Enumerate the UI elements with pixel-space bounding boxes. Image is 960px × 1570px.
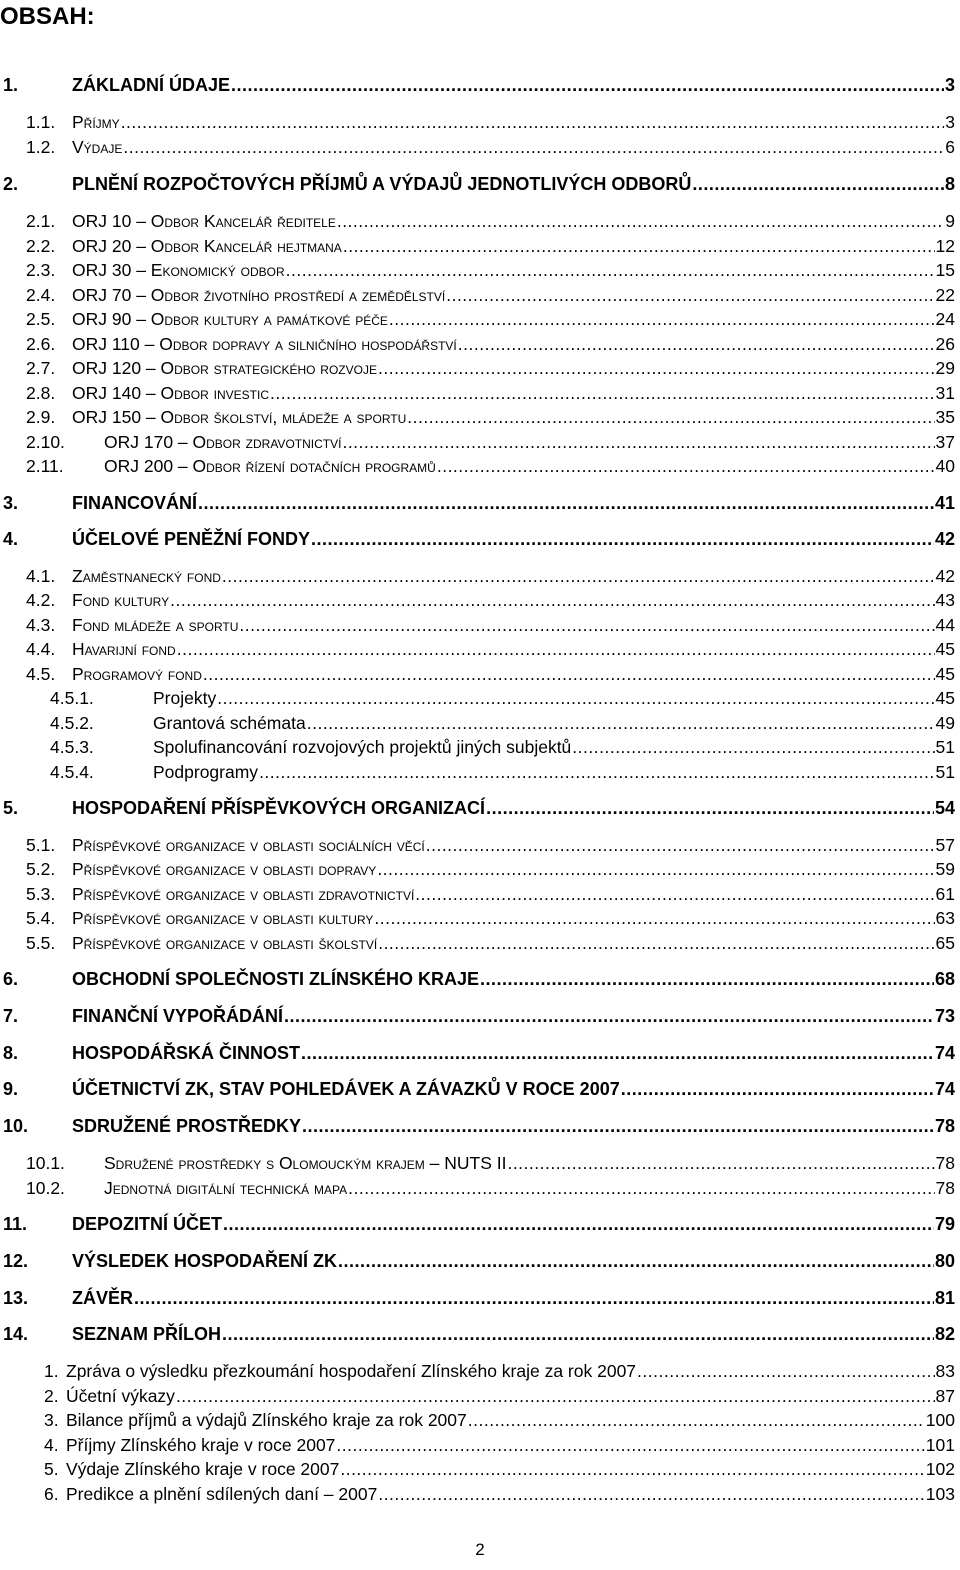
toc-entry-title: ÚČETNICTVÍ ZK, STAV POHLEDÁVEK A ZÁVAZKŮ V ROCE 2007 <box>72 1079 620 1099</box>
toc-entry-number: 4. <box>3 529 19 549</box>
toc-entry-number: 1.2. <box>26 137 56 157</box>
toc-entry[interactable] <box>0 1287 955 1309</box>
toc-leader-dots <box>378 932 934 954</box>
toc-leader-dots <box>311 528 934 550</box>
toc-entry-number: 10.1. <box>26 1153 65 1173</box>
toc-entry-number: 4.5.3. <box>50 737 94 757</box>
toc-entry-number: 9. <box>3 1079 19 1099</box>
toc-leader-dots <box>378 1483 924 1505</box>
toc-entry-title: Příjmy <box>72 112 120 132</box>
toc-entry[interactable] <box>0 1323 955 1345</box>
toc-leader-dots <box>374 907 934 929</box>
toc-entry-number: 1. <box>44 1361 59 1381</box>
toc-leader-dots <box>378 357 935 379</box>
toc-entry[interactable] <box>0 210 955 232</box>
toc-leader-dots <box>217 687 934 709</box>
toc-entry-page: 65 <box>935 933 955 953</box>
toc-entry-page: 78 <box>935 1153 955 1173</box>
toc-entry-number: 11. <box>3 1214 28 1234</box>
toc-entry[interactable] <box>0 333 955 355</box>
toc-leader-dots <box>231 74 944 96</box>
toc-leader-dots <box>340 1458 924 1480</box>
toc-entry-title: ORJ 70 – Odbor životního prostředí a zemědělství <box>72 285 446 305</box>
toc-entry-number: 2.2. <box>26 236 56 256</box>
toc-entry[interactable] <box>0 907 955 929</box>
toc-leader-dots <box>572 736 934 758</box>
toc-entry[interactable] <box>0 797 955 819</box>
toc-leader-dots <box>222 565 935 587</box>
toc-entry-page: 51 <box>935 762 955 782</box>
toc-entry-number: 2.1. <box>26 211 56 231</box>
toc-entry-page: 42 <box>934 529 955 549</box>
toc-entry-number: 2.10. <box>26 432 65 452</box>
toc-entry-title: Příspěvkové organizace v oblasti zdravotnictví <box>72 884 415 904</box>
toc-entry[interactable] <box>0 638 955 660</box>
toc-entry-page: 9 <box>945 211 955 231</box>
toc-entry-title: ÚČELOVÉ PENĚŽNÍ FONDY <box>72 529 311 549</box>
toc-entry-page: 49 <box>935 713 955 733</box>
toc-entry-page: 78 <box>935 1178 955 1198</box>
toc-leader-dots <box>692 173 944 195</box>
toc-entry-page: 83 <box>935 1361 955 1381</box>
toc-leader-dots <box>259 761 934 783</box>
toc-entry[interactable] <box>0 1213 955 1235</box>
toc-entry-number: 4. <box>44 1435 59 1455</box>
toc-entry-page: 102 <box>925 1459 955 1479</box>
toc-entry-page: 82 <box>934 1324 955 1344</box>
toc-entry-number: 2.5. <box>26 309 56 329</box>
toc-entry-number: 1.1. <box>26 112 56 132</box>
toc-entry[interactable] <box>0 528 955 550</box>
toc-entry-title: Havarijní fond <box>72 639 176 659</box>
toc-entry-title: DEPOZITNÍ ÚČET <box>72 1214 223 1234</box>
toc-entry-title: PLNĚNÍ ROZPOČTOVÝCH PŘÍJMŮ A VÝDAJŮ JEDNOTLIVÝCH ODBORŮ <box>72 174 692 194</box>
toc-entry[interactable] <box>0 761 955 783</box>
toc-leader-dots <box>446 284 934 306</box>
toc-entry-title: FINANCOVÁNÍ <box>72 493 197 513</box>
toc-entry-number: 5.3. <box>26 884 56 904</box>
toc-leader-dots <box>458 333 935 355</box>
toc-leader-dots <box>507 1152 934 1174</box>
toc-entry-title: Projekty <box>153 688 217 708</box>
toc-entry[interactable] <box>0 1483 955 1505</box>
toc-entry-page: 74 <box>934 1043 955 1063</box>
toc-entry-page: 45 <box>935 664 955 684</box>
toc-entry-number: 4.5.4. <box>50 762 94 782</box>
toc-leader-dots <box>121 111 945 133</box>
toc-entry[interactable] <box>0 1005 955 1027</box>
toc-entry-page: 8 <box>944 174 955 194</box>
toc-entry-title: Fond kultury <box>72 590 170 610</box>
toc-entry-title: ORJ 110 – Odbor dopravy a silničního hospodářství <box>72 334 457 354</box>
toc-leader-dots <box>377 858 934 880</box>
toc-entry-number: 5. <box>3 798 19 818</box>
toc-leader-dots <box>437 455 935 477</box>
toc-entry[interactable] <box>0 492 955 514</box>
toc-entry-page: 35 <box>935 407 955 427</box>
toc-entry[interactable] <box>0 968 955 990</box>
toc-entry[interactable] <box>0 736 955 758</box>
toc-leader-dots <box>342 431 934 453</box>
toc-entry-page: 80 <box>934 1251 955 1271</box>
toc-entry-title: Výdaje Zlínského kraje v roce 2007 <box>66 1459 340 1479</box>
toc-entry[interactable] <box>0 932 955 954</box>
toc-entry-title: Podprogramy <box>153 762 259 782</box>
toc-entry-page: 3 <box>945 112 955 132</box>
toc-entry-page: 103 <box>925 1484 955 1504</box>
toc-entry-title: Příspěvkové organizace v oblasti kultury <box>72 908 374 928</box>
toc-entry-number: 4.1. <box>26 566 56 586</box>
toc-entry-title: Bilance příjmů a výdajů Zlínského kraje za rok 2007 <box>66 1410 467 1430</box>
toc-entry[interactable] <box>0 406 955 428</box>
toc-leader-dots <box>621 1078 934 1100</box>
toc-entry-page: 37 <box>935 432 955 452</box>
toc-leader-dots <box>336 1434 924 1456</box>
toc-entry-number: 4.4. <box>26 639 56 659</box>
toc-entry[interactable] <box>0 173 955 195</box>
toc-entry[interactable] <box>0 1152 955 1174</box>
toc-entry-title: ORJ 150 – Odbor školství, mládeže a sportu <box>72 407 407 427</box>
toc-entry-title: Příspěvkové organizace v oblasti sociálních věcí <box>72 835 425 855</box>
toc-entry[interactable] <box>0 663 955 685</box>
toc-entry-title: Fond mládeže a sportu <box>72 615 239 635</box>
toc-entry-title: OBCHODNÍ SPOLEČNOSTI ZLÍNSKÉHO KRAJE <box>72 969 480 989</box>
toc-entry-page: 6 <box>945 137 955 157</box>
toc-entry-title: HOSPODAŘENÍ PŘÍSPĚVKOVÝCH ORGANIZACÍ <box>72 798 486 818</box>
toc-entry-number: 2.4. <box>26 285 56 305</box>
toc-leader-dots <box>389 308 935 330</box>
toc-leader-dots <box>177 638 935 660</box>
toc-entry-page: 59 <box>935 859 955 879</box>
toc-entry-page: 12 <box>935 236 955 256</box>
toc-entry-page: 3 <box>944 75 955 95</box>
toc-leader-dots <box>270 382 935 404</box>
toc-entry-page: 45 <box>935 639 955 659</box>
toc-entry[interactable] <box>0 74 955 96</box>
toc-entry-number: 14. <box>3 1324 29 1344</box>
toc-entry-number: 13. <box>3 1288 29 1308</box>
toc-leader-dots <box>407 406 934 428</box>
toc-entry-page: 26 <box>935 334 955 354</box>
toc-entry-page: 63 <box>935 908 955 928</box>
toc-entry-page: 41 <box>934 493 955 513</box>
toc-entry-title: ORJ 200 – Odbor řízení dotačních programů <box>104 456 436 476</box>
toc-entry-number: 5.5. <box>26 933 56 953</box>
toc-entry-page: 68 <box>934 969 955 989</box>
toc-entry-number: 2. <box>44 1386 59 1406</box>
toc-entry-page: 44 <box>935 615 955 635</box>
toc-entry-number: 5.4. <box>26 908 56 928</box>
toc-leader-dots <box>468 1409 925 1431</box>
toc-entry[interactable] <box>0 1078 955 1100</box>
toc-entry-page: 101 <box>925 1435 955 1455</box>
toc-entry-title: Spolufinancování rozvojových projektů jiných subjektů <box>153 737 572 757</box>
toc-leader-dots <box>426 834 935 856</box>
toc-leader-dots <box>203 663 935 685</box>
toc-entry-number: 4.2. <box>26 590 56 610</box>
toc-entry-number: 5. <box>44 1459 59 1479</box>
toc-entry[interactable] <box>0 565 955 587</box>
toc-leader-dots <box>338 1250 934 1272</box>
toc-entry[interactable] <box>0 687 955 709</box>
toc-entry[interactable] <box>0 1360 955 1382</box>
toc-entry[interactable] <box>0 1385 955 1407</box>
toc-entry-page: 81 <box>934 1288 955 1308</box>
toc-entry[interactable] <box>0 308 955 330</box>
toc-entry-title: Příspěvkové organizace v oblasti dopravy <box>72 859 377 879</box>
toc-entry-number: 4.5. <box>26 664 56 684</box>
toc-entry-title: VÝSLEDEK HOSPODAŘENÍ ZK <box>72 1251 338 1271</box>
toc-entry-number: 12. <box>3 1251 29 1271</box>
page-title: OBSAH: <box>0 3 95 30</box>
toc-entry-title: Jednotná digitální technická mapa <box>104 1178 348 1198</box>
toc-entry-title: ORJ 170 – Odbor zdravotnictví <box>104 432 342 452</box>
toc-leader-dots <box>343 235 935 257</box>
toc-entry-number: 2.6. <box>26 334 56 354</box>
toc-entry-title: ORJ 90 – Odbor kultury a památkové péče <box>72 309 388 329</box>
toc-entry-number: 5.2. <box>26 859 56 879</box>
toc-entry-page: 73 <box>934 1006 955 1026</box>
toc-entry-page: 51 <box>935 737 955 757</box>
toc-entry-title: ORJ 120 – Odbor strategického rozvoje <box>72 358 377 378</box>
toc-entry-number: 2.3. <box>26 260 56 280</box>
toc-entry-page: 29 <box>935 358 955 378</box>
toc-leader-dots <box>307 712 935 734</box>
toc-entry-title: Účetní výkazy <box>66 1386 175 1406</box>
toc-entry[interactable] <box>0 382 955 404</box>
toc-leader-dots <box>176 1385 935 1407</box>
toc-entry-page: 100 <box>925 1410 955 1430</box>
toc-entry-title: Zpráva o výsledku přezkoumání hospodaření Zlínského kraje za rok 2007 <box>66 1361 637 1381</box>
toc-entry[interactable] <box>0 259 955 281</box>
toc-entry-title: HOSPODÁŘSKÁ ČINNOST <box>72 1043 301 1063</box>
toc-entry[interactable] <box>0 431 955 453</box>
toc-entry-page: 79 <box>934 1214 955 1234</box>
toc-entry-page: 24 <box>935 309 955 329</box>
toc-entry[interactable] <box>0 589 955 611</box>
toc-entry-number: 7. <box>3 1006 19 1026</box>
toc-leader-dots <box>222 1323 934 1345</box>
toc-entry-title: SDRUŽENÉ PROSTŘEDKY <box>72 1116 302 1136</box>
toc-entry-title: ORJ 30 – Ekonomický odbor <box>72 260 285 280</box>
toc-entry[interactable] <box>0 1409 955 1431</box>
toc-leader-dots <box>286 259 935 281</box>
toc-leader-dots <box>284 1005 934 1027</box>
toc-leader-dots <box>337 210 944 232</box>
toc-entry-title: ORJ 20 – Odbor Kancelář hejtmana <box>72 236 342 256</box>
toc-entry[interactable] <box>0 712 955 734</box>
toc-entry[interactable] <box>0 1458 955 1480</box>
toc-entry-page: 43 <box>935 590 955 610</box>
toc-entry-page: 40 <box>935 456 955 476</box>
toc-entry-page: 42 <box>935 566 955 586</box>
toc-entry-title: Příspěvkové organizace v oblasti školství <box>72 933 378 953</box>
toc-entry[interactable] <box>0 284 955 306</box>
toc-entry-number: 4.3. <box>26 615 56 635</box>
toc-entry[interactable] <box>0 858 955 880</box>
toc-entry-title: Příjmy Zlínského kraje v roce 2007 <box>66 1435 336 1455</box>
toc-leader-dots <box>134 1287 934 1309</box>
toc-leader-dots <box>170 589 934 611</box>
toc-entry[interactable] <box>0 614 955 636</box>
toc-entry-number: 4.5.2. <box>50 713 94 733</box>
toc-entry-number: 2.11. <box>26 456 64 476</box>
toc-leader-dots <box>123 136 944 158</box>
toc-entry[interactable] <box>0 1115 955 1137</box>
toc-entry-page: 87 <box>935 1386 955 1406</box>
toc-entry-page: 15 <box>935 260 955 280</box>
toc-entry-number: 8. <box>3 1043 19 1063</box>
toc-entry-title: FINANČNÍ VYPOŘÁDÁNÍ <box>72 1006 284 1026</box>
toc-entry-title: Predikce a plnění sdílených daní – 2007 <box>66 1484 378 1504</box>
toc-entry-number: 6. <box>44 1484 59 1504</box>
toc-entry-page: 57 <box>935 835 955 855</box>
toc-leader-dots <box>302 1115 934 1137</box>
toc-entry-number: 2. <box>3 174 19 194</box>
toc-entry[interactable] <box>0 455 955 477</box>
toc-entry-number: 6. <box>3 969 19 989</box>
toc-entry-page: 74 <box>934 1079 955 1099</box>
toc-entry-page: 78 <box>934 1116 955 1136</box>
toc-leader-dots <box>223 1213 934 1235</box>
toc-entry[interactable] <box>0 1434 955 1456</box>
toc-entry[interactable] <box>0 1177 955 1199</box>
toc-entry[interactable] <box>0 1042 955 1064</box>
toc-entry[interactable] <box>0 883 955 905</box>
toc-entry[interactable] <box>0 136 955 158</box>
page-number: 2 <box>475 1540 485 1559</box>
toc-entry-number: 10. <box>3 1116 29 1136</box>
toc-leader-dots <box>480 968 934 990</box>
toc-entry-title: Programový fond <box>72 664 202 684</box>
toc-entry-page: 54 <box>934 798 955 818</box>
toc-entry-page: 45 <box>935 688 955 708</box>
toc-entry[interactable] <box>0 111 955 133</box>
toc-entry-title: Zaměstnanecký fond <box>72 566 221 586</box>
toc-entry-title: ORJ 10 – Odbor Kancelář ředitele <box>72 211 336 231</box>
toc-leader-dots <box>239 614 934 636</box>
toc-entry[interactable] <box>0 357 955 379</box>
toc-entry-title: Výdaje <box>72 137 123 157</box>
toc-entry-title: ZÁKLADNÍ ÚDAJE <box>72 75 231 95</box>
toc-entry-page: 31 <box>935 383 955 403</box>
toc-entry-number: 1. <box>3 75 19 95</box>
toc-entry-number: 3. <box>44 1410 59 1430</box>
toc-entry-title: Sdružené prostředky s Olomouckým krajem – NUTS II <box>104 1153 507 1173</box>
toc-entry-number: 10.2. <box>26 1178 65 1198</box>
toc-entry[interactable] <box>0 834 955 856</box>
toc-entry[interactable] <box>0 1250 955 1272</box>
toc-entry-title: ZÁVĚR <box>72 1288 134 1308</box>
toc-leader-dots <box>637 1360 934 1382</box>
toc-leader-dots <box>486 797 934 819</box>
toc-entry-page: 61 <box>935 884 955 904</box>
toc-entry-number: 4.5.1. <box>50 688 94 708</box>
toc-entry-number: 5.1. <box>26 835 56 855</box>
toc-entry-title: Grantová schémata <box>153 713 306 733</box>
toc-leader-dots <box>348 1177 934 1199</box>
toc-entry-number: 3. <box>3 493 19 513</box>
toc-entry-number: 2.7. <box>26 358 56 378</box>
toc-entry[interactable] <box>0 235 955 257</box>
toc-entry-number: 2.9. <box>26 407 56 427</box>
toc-leader-dots <box>198 492 934 514</box>
toc-entry-number: 2.8. <box>26 383 56 403</box>
toc-entry-title: SEZNAM PŘÍLOH <box>72 1324 222 1344</box>
toc-leader-dots <box>415 883 934 905</box>
toc-leader-dots <box>301 1042 934 1064</box>
toc-entry-title: ORJ 140 – Odbor investic <box>72 383 270 403</box>
toc-entry-page: 22 <box>935 285 955 305</box>
